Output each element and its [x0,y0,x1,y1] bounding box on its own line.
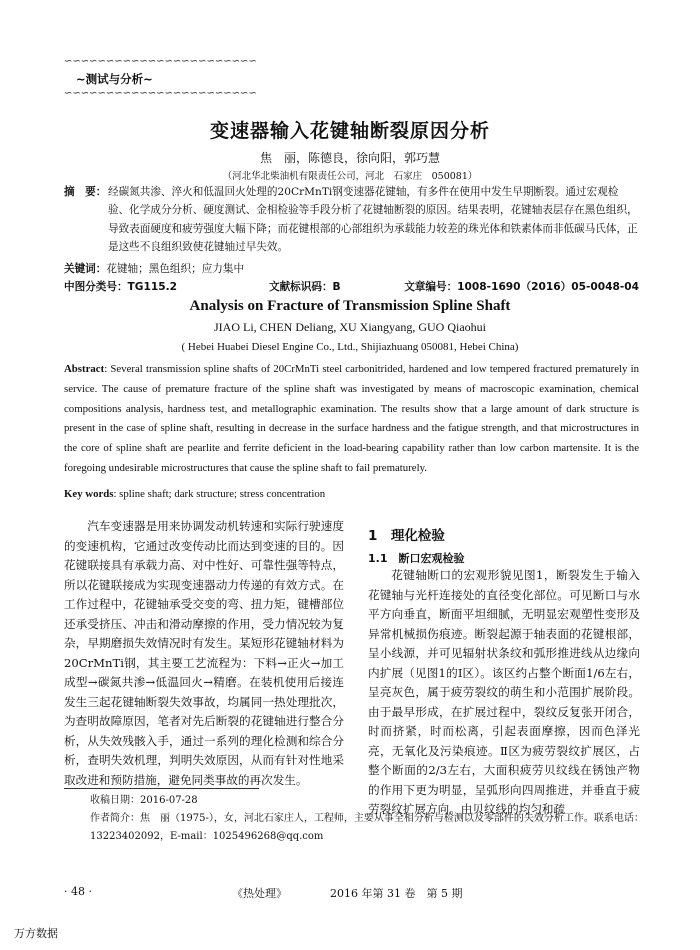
keywords-cn-text: 花键轴；黑色组织；应力集中 [106,263,245,275]
abstract-cn-text: 经碳氮共渗、淬火和低温回火处理的20CrMnTi钢变速器花键轴，有多件在使用中发生早期断裂。通过宏观检验、化学成分分析、硬度测试、金相检验等手段分析了花键轴断裂的原因。结果表明，花键轴表层存在黑色组织，导致表面硬度和疲劳强度大幅下降；而花键根部的心部组织为承载能力较差的珠光体和铁素体而非低碳马氏体，正是这些不良组织致使花键轴过早失效。 [108,186,638,254]
footnote-received: 收稿日期：2016-07-28 [90,795,198,806]
keywords-en-text: : spline shaft; dark structure; stress concentration [113,488,326,500]
abstract-en [64,360,639,479]
authors-cn: 焦 丽，陈德良，徐向阳，郭巧慧 [259,151,440,165]
watermark: 万方数据 [14,927,58,940]
journal-issue: 2016 年第 31 卷 第 5 期 [330,887,463,900]
header-decoration-bottom: ∽∽∽∽∽∽∽∽∽∽∽∽∽∽∽∽∽∽∽∽∽∽∽ [64,88,257,99]
keywords-cn [64,261,244,276]
document-code: 文献标识码：B [269,281,341,293]
header-decoration-top: ∽∽∽∽∽∽∽∽∽∽∽∽∽∽∽∽∽∽∽∽∽∽∽ [64,56,257,67]
section-heading-1: 1 理化检验 [368,528,445,544]
section-1-1-paragraph: 花键轴断口的宏观形貌见图1，断裂发生于输入花键轴与光杆连接处的直径变化部位。可见断口与水平方向垂直，断面平坦细腻，无明显宏观塑性变形及异常机械损伤痕迹。断裂起源于轴表面的花键根部，呈小线源，并可见辐射状条纹和弧形推进线从边缘向内扩展（见图1的Ⅰ区）。该区约占整个断面1/6左右，呈亮灰色，属于疲劳裂纹的萌生和小范围扩展阶段。由于最早形成，在扩展过程中，裂纹反复张开闭合，时而挤紧，时而松离，引起表面摩擦，因而色泽光亮，无氧化及污染痕迹。Ⅱ区为疲劳裂纹扩展区，占整个断面的2/3左右，大面积疲劳贝纹线在锈蚀产物的作用下更为明显，呈弧形向四周推进，并垂直于疲劳裂纹扩展方向。由贝纹线的均匀和疏 [368,568,640,816]
authors-en: JIAO Li, CHEN Deliang, XU Xiangyang, GUO Qiaohui [214,320,486,334]
keywords-en-label: Key words [64,488,114,500]
page-title: 变速器输入花键轴断裂原因分析 [209,120,490,142]
clc-number: 中图分类号：TG115.2 [64,281,177,293]
abstract-en-text: : Several transmission spline shafts of 20CrMnTi steel carbonitrided, hardened and low tempered fractured prematurely in service. The cause of premature fracture of the spline shaft was investigated by means of macroscopic examination, chemical compositions analysis, hardness test, and metallographic examination. The results show that a large amount of dark structure is present in the case of spline shaft, resulting in decrease in the surface hardness and the fatigue strength, and that microstructures in the core of spline shaft are pearlite and ferrite deficient in the load-bearing capability rather than low carbon martensite. It is the foregoing undesirable microstructures that cause the spline shaft to fail prematurely. [64,363,639,474]
article-number: 文章编号：1008-1690（2016）05-0048-04 [404,281,639,293]
abstract-cn [64,183,639,257]
affiliation-en: ( Hebei Huabei Diesel Engine Co., Ltd., Shijiazhuang 050081, Hebei China) [181,341,519,353]
journal-name: 《热处理》 [232,887,287,900]
keywords-en [64,488,325,500]
footnote-divider [64,788,259,789]
affiliation-cn: （河北华北柴油机有限责任公司，河北 石家庄 050081） [222,171,478,182]
abstract-en-label: Abstract [64,363,105,375]
footnote-author-bio: 作者简介：焦 丽（1975-），女，河北石家庄人，工程师，主要从事全相分析与检测以及零部件的失效分析工作。联系电话：13223402092，E-mail：1025496268@qq.com [90,813,644,842]
keywords-cn-label: 关键词： [64,263,107,275]
section-heading-1-1: 1.1 断口宏观检验 [368,552,465,565]
intro-paragraph: 汽车变速器是用来协调发动机转速和实际行驶速度的变速机构，它通过改变传动比而达到变速的目的。因花键联接具有承载力高、对中性好、可靠性强等特点，所以花键联接成为实现变速器动力传递的有效方式。在工作过程中，花键轴承受交变的弯、扭力矩，键槽部位还承受挤压、冲击和滑动摩擦的作用，受力情况较为复杂，早期磨损失效情况时有发生。某短形花键轴材料为20CrMnTi钢，其主要工艺流程为：下料→正火→加工成型→碳氮共渗→低温回火→精磨。在装机使用后接连发生三起花键轴断裂失效事故，均属同一热处理批次，为查明故障原因，笔者对先后断裂的花键轴进行整合分析，从失效残骸入手，通过一系列的理化检测和综合分析，查明失效机理，判明失效原因，从而有针对性地采取改进和预防措施，避免同类事故的再次发生。 [64,519,344,787]
abstract-cn-label: 摘 要： [64,186,107,198]
section-tag: ~测试与分析~ [76,72,153,86]
page-number: · 48 · [64,885,92,898]
title-en: Analysis on Fracture of Transmission Spline Shaft [189,298,511,314]
